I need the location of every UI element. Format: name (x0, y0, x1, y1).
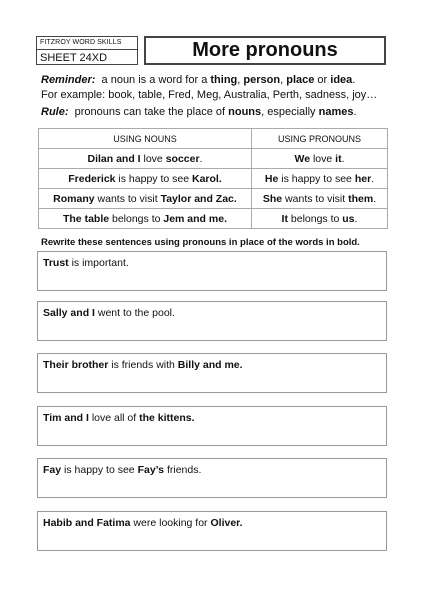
pronoun-sentence (252, 169, 388, 189)
pronoun-text: wants to visit (282, 192, 349, 205)
reminder-line (41, 73, 391, 88)
noun-bold: Jem and me. (163, 212, 227, 225)
noun-bold: soccer (165, 152, 200, 165)
noun-bold: Karol. (191, 172, 222, 185)
reminder-or: or (317, 74, 328, 86)
exercise-bold: Oliver. (210, 517, 243, 529)
reminder-end: . (352, 74, 356, 86)
exercise-bold: the kittens. (139, 412, 195, 424)
exercise-text: were looking for (130, 517, 211, 529)
exercise-box-4[interactable] (37, 406, 387, 446)
pronoun-text: . (341, 152, 345, 165)
table-row (39, 169, 388, 189)
reminder-word-place: place (286, 74, 315, 86)
noun-text: . (199, 152, 203, 165)
rule-label: Rule: (41, 106, 69, 118)
rule-word-names: names (318, 106, 354, 118)
noun-sentence (39, 149, 252, 169)
sheet-label: SHEET 24XD (40, 52, 108, 64)
pronoun-text: belongs to (287, 212, 343, 225)
pronoun-bold: She (262, 192, 283, 205)
pronoun-bold: He (264, 172, 279, 185)
page-title: More pronouns (144, 36, 386, 65)
header-using-nouns: USING NOUNS (39, 129, 252, 149)
reminder-sep: , (280, 74, 284, 86)
reminder-text: a noun is a word for a (101, 74, 208, 86)
exercise-box-6[interactable] (37, 511, 387, 551)
reminder-word-person: person (243, 74, 281, 86)
noun-bold: Romany (53, 192, 95, 205)
exercise-box-3[interactable] (37, 353, 387, 393)
exercise-text: friends. (164, 464, 202, 476)
noun-text: is happy to see (115, 172, 192, 185)
exercise-bold: Tim and I (43, 412, 89, 424)
pronoun-text: is happy to see (278, 172, 355, 185)
noun-bold: The table (62, 212, 110, 225)
pronoun-bold: It (281, 212, 288, 225)
exercise-text: is important. (68, 257, 129, 269)
rule-end: . (353, 106, 357, 118)
series-label: FITZROY WORD SKILLS (37, 37, 137, 50)
pronoun-sentence (252, 189, 388, 209)
reminder-sep: , (237, 74, 241, 86)
pronoun-sentence (252, 149, 388, 169)
rule-section (41, 105, 391, 119)
noun-sentence (39, 189, 252, 209)
exercise-text: is friends with (108, 359, 178, 371)
table-row (39, 189, 388, 209)
exercise-text: is happy to see (61, 464, 138, 476)
pronoun-bold: We (294, 152, 311, 165)
worksheet-header (36, 36, 386, 65)
noun-bold: Frederick (68, 172, 116, 185)
table-row (39, 209, 388, 229)
series-box (36, 36, 138, 65)
exercise-bold: Fay (43, 464, 62, 476)
noun-sentence (39, 169, 252, 189)
reminder-section (41, 73, 391, 103)
exercise-text: went to the pool. (94, 307, 175, 319)
pronoun-bold: it (335, 152, 342, 165)
reminder-word-idea: idea (330, 74, 353, 86)
instruction-text: Rewrite these sentences using pronouns in place of the words in bold. (41, 237, 360, 248)
exercise-bold: Billy and me. (177, 359, 243, 371)
header-using-pronouns: USING PRONOUNS (252, 129, 388, 149)
pronoun-text: . (371, 172, 375, 185)
examples-table (38, 128, 388, 229)
pronoun-bold: her (354, 172, 372, 185)
rule-word-nouns: nouns (228, 106, 262, 118)
pronoun-text: . (373, 192, 377, 205)
pronoun-bold: us (342, 212, 355, 225)
reminder-examples: For example: book, table, Fred, Meg, Australia, Perth, sadness, joy… (41, 89, 378, 101)
noun-sentence (39, 209, 252, 229)
exercise-bold: Trust (43, 257, 69, 269)
table-header-row (39, 129, 388, 149)
exercise-bold: Habib and Fatima (43, 517, 131, 529)
pronoun-sentence (252, 209, 388, 229)
exercise-box-5[interactable] (37, 458, 387, 498)
reminder-word-thing: thing (210, 74, 238, 86)
reminder-label: Reminder: (41, 74, 96, 86)
noun-text: love (140, 152, 166, 165)
noun-text: wants to visit (94, 192, 161, 205)
rule-text: pronouns can take the place of (74, 106, 226, 118)
exercise-box-2[interactable] (37, 301, 387, 341)
exercise-bold: Sally and I (43, 307, 95, 319)
noun-bold: Dilan and I (87, 152, 141, 165)
rule-text-mid: , especially (261, 106, 316, 118)
exercise-text: love all of (88, 412, 140, 424)
table-row (39, 149, 388, 169)
noun-bold: Taylor and Zac. (160, 192, 237, 205)
noun-text: belongs to (109, 212, 164, 225)
exercise-bold: Their brother (43, 359, 109, 371)
pronoun-text: . (354, 212, 358, 225)
exercise-box-1[interactable] (37, 251, 387, 291)
pronoun-text: love (310, 152, 336, 165)
exercise-bold: Fay’s (137, 464, 165, 476)
pronoun-bold: them (348, 192, 374, 205)
